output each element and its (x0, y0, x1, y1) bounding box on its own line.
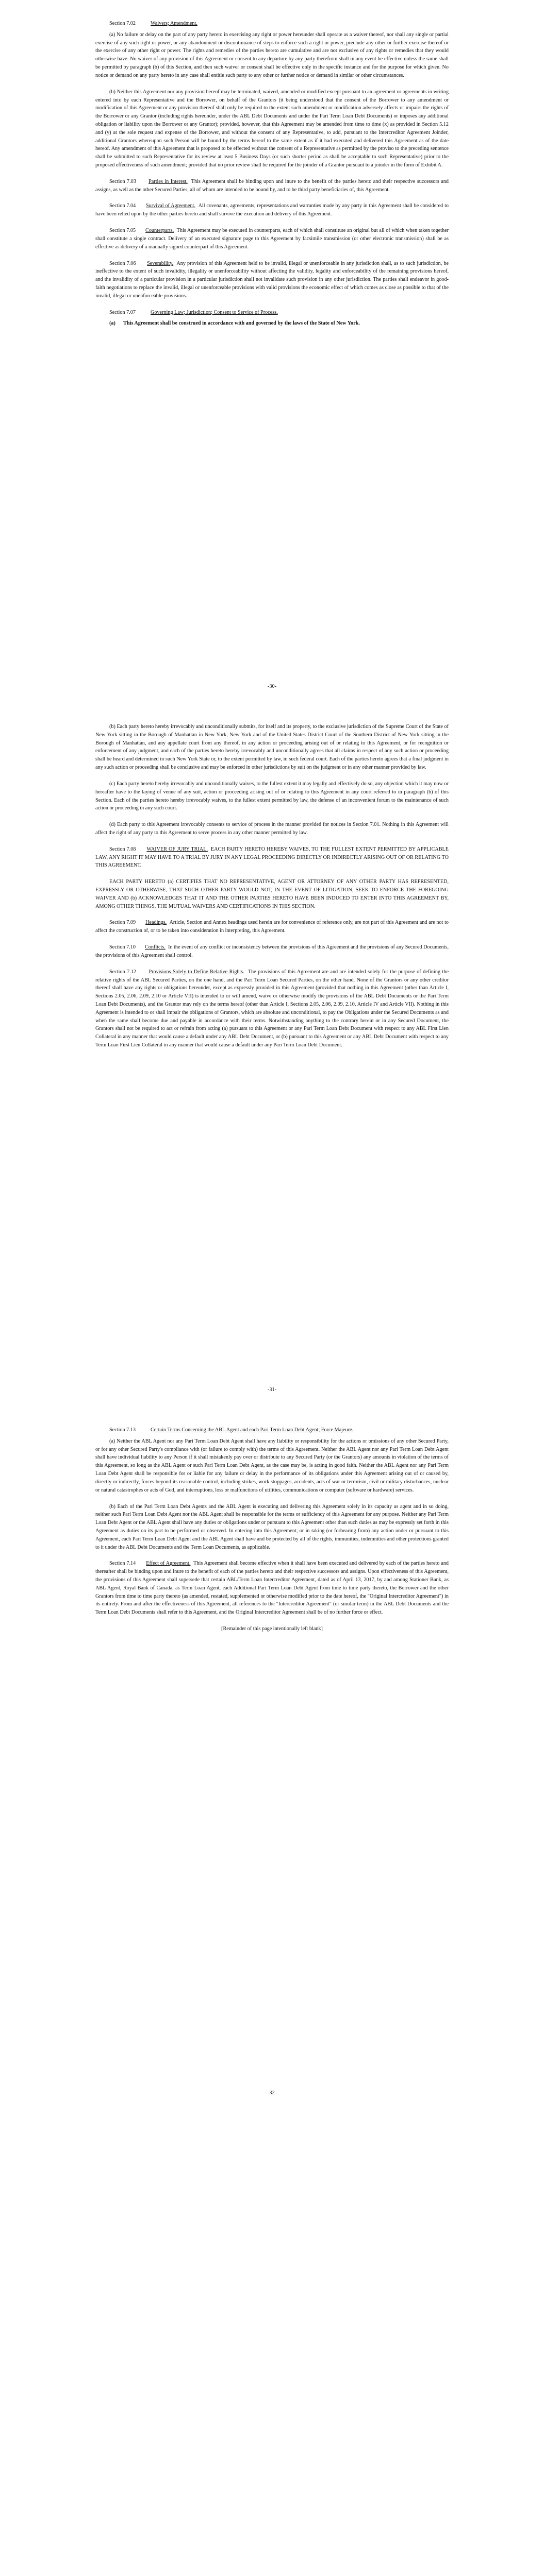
section-7-10: Section 7.10 Conflicts. In the event of any conflict or inconsistency between the provisions of this Agreement and the provisions of any Secured Documents, the provisions of this Agreement shall control. (95, 944, 449, 958)
section-7-14: Section 7.14 Effect of Agreement. This Agreement shall become effective when it shall have been executed and delivered by each of the parties hereto and thereafter shall be binding upon and inure to the benefit of each of the parties hereto and their respective successors and assigns. Upon effectiveness of this Agreement, the provisions of this Agreement shall supersede that certain ABL/Term Loan Intercreditor Agreement, dated as of April 13, 2017, by and among Stationer Bank, as ABL Agent, Royal Bank of Canada, as Term Loan Agent, each Additional Pari Term Loan Debt Agent from time to time party thereto, the Borrower and the other Grantors from time to time party thereto (as amended, restated, supplemented or otherwise modified prior to the date hereof, the "Original Intercreditor Agreement") in its entirety. From and after the effectiveness of this Agreement, all references to the "Intercreditor Agreement" (or similar term) in the ABL Debt Documents and the Term Loan Debt Documents shall refer to this Agreement, and the Original Intercreditor Agreement shall be of no further force or effect. (95, 1561, 449, 1616)
section-7-13-a: (a) Neither the ABL Agent nor any Pari Term Loan Debt Agent shall have any liability or responsibility for the actions or omissions of any other Secured Party, or for any other Secured Party's compliance with (or failure to comply with) the terms of this Agreement. Neither the ABL Agent nor any Pari Term Loan Debt Agent shall have individual liability to any Person if it shall mistakenly pay over or distribute to any Secured Party (or the Grantors) any amounts in violation of the terms of this Agreement, so long as the ABL Agent or such Pari Term Loan Debt Agent, as the case may be, is acting in good faith. Neither the ABL Agent nor any Pari Term Loan Debt Agent shall be responsible for or liable for any failure or delay in the performance of its obligations under this Agreement arising out of or caused by, directly or indirectly, forces beyond its reasonable control, including strikes, work stoppages, accidents, acts of war or terrorism, civil or military disturbances, nuclear or natural catastrophes or acts of God, and interruptions, loss or malfunctions of utilities, communications or computer (software or hardware) services. (95, 1438, 449, 1493)
section-7-07-a: (a) This Agreement shall be construed in accordance with and governed by the laws of the State of New York. (109, 320, 360, 327)
section-7-02-a: (a) No failure or delay on the part of any party hereto in exercising any right or power hereunder shall operate as a waiver thereof, nor shall any single or partial exercise of any such right or power, or any abandonment or discontinuance of steps to enforce such a right or power, preclude any other or further exercise thereof or the exercise of any other right or power. The rights and remedies of the parties hereto are cumulative and are not exclusive of any rights or remedies that they would otherwise have. No waiver of any provision of this Agreement or consent to any departure by any party therefrom shall in any event be effective unless the same shall be permitted by paragraph (b) of this Section, and then such waiver or consent shall be effective only in the specific instance and for the purpose for which given. No notice or demand on any party hereto in any case shall entitle such party to any other or further notice or demand in similar or other circumstances. (95, 31, 449, 78)
section-7-07-b: (b) Each party hereto hereby irrevocably and unconditionally submits, for itself and its property, to the exclusive jurisdiction of the Supreme Court of the State of New York sitting in the Borough of Manhattan in New York, New York and of the United States District Court of the Southern District of New York sitting in the Borough of Manhattan, and any appellate court from any thereof, in any action or proceeding arising out of or relating to this Agreement, or for recognition or enforcement of any judgment, and each of the parties hereto hereby irrevocably and unconditionally agrees that all claims in respect of any such action or proceeding shall be heard and determined in such New York State or, to the extent permitted by law, in such federal court. Each of the parties hereto agrees that a final judgment in any such action or proceeding shall be conclusive and may be enforced in other jurisdictions by suit on the judgment or in any other manner provided by law. (95, 724, 449, 771)
section-7-08: Section 7.08 WAIVER OF JURY TRIAL. EACH PARTY HERETO HEREBY WAIVES, TO THE FULLEST EXTENT PERMITTED BY APPLICABLE LAW, ANY RIGHT IT MAY HAVE TO A TRIAL BY JURY IN ANY LEGAL PROCEEDING DIRECTLY OR INDIRECTLY ARISING OUT OF OR RELATING TO THIS AGREEMENT. (95, 846, 449, 869)
section-7-13-b: (b) Each of the Pari Term Loan Debt Agents and the ABL Agent is executing and delivering this Agreement solely in its capacity as agent and in so doing, neither such Pari Term Loan Debt Agent nor the ABL Agent shall be responsible for the terms or sufficiency of this Agreement for any purpose. Neither any Pari Term Loan Debt Agent or the ABL Agent shall have any duties or obligations under or pursuant to this Agreement other than such duties as may be expressly set forth in this Agreement as duties on its part to be performed or observed. In entering into this Agreement, or in taking (or forbearing from) any action under or pursuant to this Agreement, each Pari Term Loan Debt Agent and the ABL Agent shall have and be protected by all of the rights, immunities, indemnities and other protections granted to it under the ABL Debt Documents and the Term Loan Documents, as applicable. (95, 1503, 449, 1550)
section-7-07-heading: Section 7.07 Governing Law; Jurisdiction; Consent to Service of Process. (109, 309, 278, 315)
section-7-04: Section 7.04 Survival of Agreement. All covenants, agreements, representations and warranties made by any party in this Agreement shall be considered to have been relied upon by the other parties hereto and shall survive the execution and delivery of this Agreement. (95, 203, 449, 217)
section-7-03: Section 7.03 Parties in Interest. This Agreement shall be binding upon and inure to the benefit of the parties hereto and their respective successors and assigns, as well as the other Secured Parties, all of whom are intended to be bound by, and to be third party beneficiaries of, this Agreement. (95, 178, 449, 193)
section-7-12: Section 7.12 Provisions Solely to Define Relative Rights. The provisions of this Agreement are and are intended solely for the purpose of defining the relative rights of the ABL Secured Parties, on the one hand, and the Pari Term Loan Secured Parties, on the other hand. None of the Grantors or any other creditor thereof shall have any rights or obligations hereunder, except as expressly provided in this Agreement (provided that nothing in this Agreement (other than Article I, Sections 2.05, 2.06, 2.09, 2.10 or Article VII) is intended to or will amend, waive or otherwise modify the provisions of the ABL Debt Documents or the Pari Term Loan Debt Documents), and the Grantor may rely on the terms hereof (other than Article I, Sections 2.05, 2.06, 2.09, 2.10, Article IV and Article VII). Nothing in this Agreement is intended to or shall impair the obligations of Grantors, which are absolute and unconditional, to pay the Obligations under the Secured Documents as and when the same shall become due and payable in accordance with their terms. Notwithstanding anything to the contrary herein or in any Secured Document, the Grantors shall not be required to act or refrain from acting (a) pursuant to this Agreement or any Pari Term Loan Debt Document with respect to any ABL First Lien Collateral in any manner that would cause a default under any ABL Debt Document, or (b) pursuant to this Agreement or any ABL Debt Document with respect to any Term Loan First Lien Collateral in any manner that would cause a default under any Pari Term Loan Debt Document. (95, 969, 449, 1048)
remainder-blank-note: [Remainder of this page intentionally left blank] (221, 1626, 323, 1632)
document-page-1 (0, 0, 544, 703)
page-number: -32- (268, 2090, 276, 2096)
section-7-13-heading: Section 7.13 Certain Terms Concerning the ABL Agent and each Pari Term Loan Debt Agent; Force Majeure. (109, 1427, 354, 1433)
section-7-02-heading: Section 7.02 Waivers; Amendment. (109, 21, 197, 26)
section-7-08-certification: EACH PARTY HERETO (a) CERTIFIES THAT NO REPRESENTATIVE, AGENT OR ATTORNEY OF ANY OTHER PARTY HAS REPRESENTED, EXPRESSLY OR OTHERWISE, THAT SUCH OTHER PARTY WOULD NOT, IN THE EVENT OF LITIGATION, SEEK TO ENFORCE THE FOREGOING WAIVER AND (b) ACKNOWLEDGES THAT IT AND THE OTHER PARTIES HERETO HAVE BEEN INDUCED TO ENTER INTO THIS AGREEMENT BY, AMONG OTHER THINGS, THE MUTUAL WAIVERS AND CERTIFICATIONS IN THIS SECTION. (95, 879, 449, 909)
section-7-05: Section 7.05 Counterparts. This Agreement may be executed in counterparts, each of which shall constitute an original but all of which when taken together shall constitute a single contract. Delivery of an executed signature page to this Agreement by facsimile transmission (or other electronic transmission) shall be as effective as delivery of a manually signed counterpart of this Agreement. (95, 228, 449, 250)
document-page-4 (0, 2110, 544, 2576)
page-number: -31- (268, 1387, 276, 1393)
section-7-09: Section 7.09 Headings. Article, Section and Annex headings used herein are for convenience of reference only, are not part of this Agreement and are not to affect the construction of, or to be taken into consideration in interpreting, this Agreement. (95, 920, 449, 934)
section-7-02-b: (b) Neither this Agreement nor any provision hereof may be terminated, waived, amended or modified except pursuant to an agreement or agreements in writing entered into by each Representative and the Borrower, on behalf of the Grantors (it being understood that the consent of the Borrower to any amendment or modification of this Agreement or any provision thereof shall only be required to the extent such amendment or modification adversely affects or impairs the rights of the Borrower or any Grantor (including rights hereunder, under the ABL Debt Documents and under the Pari Term Loan Debt Documents) or imposes any additional obligation or liability upon the Borrower or any Grantor); provided, however, that this Agreement may be amended from time to time (x) as provided in Section 5.12 and (y) at the sole request and expense of the Borrower, and without the consent of any Representative, to add, pursuant to the Intercreditor Agreement Joinder, additional Grantors whereupon such Person will be bound by the terms hereof to the same extent as if it had executed and delivered this Agreement as of the date hereof. Any amendment of this Agreement that is proposed to be effected without the consent of a Representative as permitted by the proviso to the preceding sentence shall be submitted to such Representative for its review at least 5 Business Days (or such shorter period as shall be acceptable to such Representative) prior to the proposed effectiveness of such amendment; provided that no prior review shall be required for the joinder of a Grantor pursuant to a joinder in the form of Exhibit A. (95, 89, 449, 168)
document-page-2 (0, 703, 544, 1406)
document-page-3 (0, 1406, 544, 2110)
page-number: -30- (268, 684, 276, 689)
section-7-07-c: (c) Each party hereto hereby irrevocably and unconditionally waives, to the fullest extent it may legally and effectively do so, any objection which it may now or hereafter have to the laying of venue of any suit, action or proceeding arising out of or relating to this Agreement in any court referred to in paragraph (b) of this Section. Each of the parties hereto hereby irrevocably waives, to the fullest extent permitted by law, the defense of an inconvenient forum to the maintenance of such action or proceeding in any such court. (95, 781, 449, 811)
section-7-06: Section 7.06 Severability. Any provision of this Agreement held to be invalid, illegal or unenforceable in any jurisdiction shall, as to such jurisdiction, be ineffective to the extent of such invalidity, illegality or unenforceability without affecting the validity, legality and enforceability of the remaining provisions hereof, and the invalidity of a particular provision in a particular jurisdiction shall not invalidate such provision in any other jurisdiction. The parties shall endeavor in good-faith negotiations to replace the invalid, illegal or unenforceable provisions with valid provisions the economic effect of which comes as close as possible to that of the invalid, illegal or unenforceable provisions. (95, 260, 449, 299)
section-7-07-d: (d) Each party to this Agreement irrevocably consents to service of process in the manner provided for notices in Section 7.01. Nothing in this Agreement will affect the right of any party to this Agreement to serve process in any other manner permitted by law. (95, 822, 449, 836)
